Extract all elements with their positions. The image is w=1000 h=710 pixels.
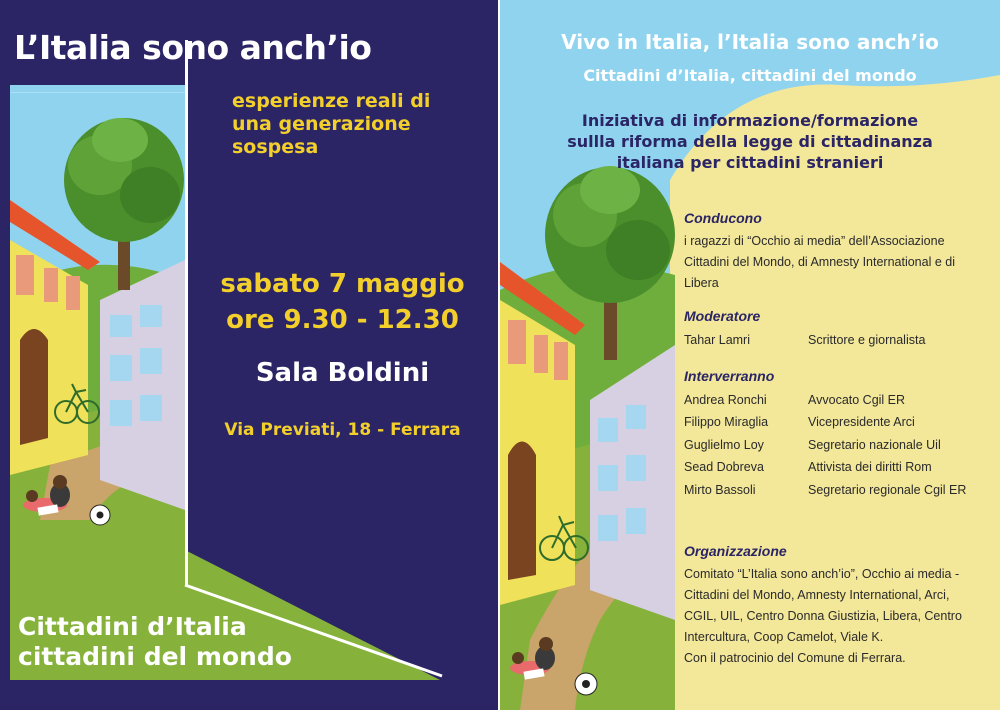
- frame-line-vertical: [185, 40, 188, 585]
- speaker-role: Avvocato Cgil ER: [808, 392, 906, 407]
- section-organizzazione: [684, 543, 996, 669]
- event-date-time: [200, 266, 485, 338]
- section-conducono: [684, 210, 996, 294]
- left-footer-slogan: [18, 612, 292, 672]
- section-text: Con il patrocinio del Comune di Ferrara.: [684, 651, 906, 665]
- speaker-role: Segretario regionale Cgil ER: [808, 482, 967, 497]
- speaker-row: [684, 456, 996, 479]
- event-address: Via Previati, 18 - Ferrara: [224, 420, 461, 440]
- initiative-line: sullla riforma della legge di cittadinanza: [567, 132, 933, 151]
- event-time: ore 9.30 - 12.30: [226, 305, 459, 335]
- house-door: [20, 329, 48, 445]
- subtitle-line: una generazione: [232, 113, 411, 135]
- speaker-name: Mirto Bassoli: [684, 482, 756, 497]
- section-interverranno: [684, 368, 996, 502]
- soccer-ball-icon: [90, 505, 110, 525]
- section-moderatore: [684, 308, 996, 352]
- right-subtitle: Cittadini d’Italia, cittadini del mondo: [583, 66, 917, 85]
- moderator-row: [684, 329, 996, 352]
- speaker-name: Guglielmo Loy: [684, 437, 764, 452]
- subtitle-line: esperienze reali di: [232, 90, 431, 112]
- speaker-name: Andrea Ronchi: [684, 392, 767, 407]
- section-text: Comitato “L’Italia sono anch’io”, Occhio ai media -: [684, 567, 960, 581]
- speaker-role: Attivista dei diritti Rom: [808, 460, 932, 474]
- moderator-role: Scrittore e giornalista: [808, 333, 926, 347]
- slogan-line: cittadini del mondo: [18, 642, 292, 671]
- section-text: Intercultura, Coop Camelot, Viale K.: [684, 630, 884, 644]
- speaker-row: [684, 434, 996, 457]
- section-text: i ragazzi di “Occhio ai media” dell’Associazione: [684, 234, 945, 248]
- slogan-line: Cittadini d’Italia: [18, 612, 247, 641]
- section-heading: Organizzazione: [684, 543, 787, 559]
- right-title: Vivo in Italia, l’Italia sono anch’io: [561, 30, 939, 54]
- section-text: Libera: [684, 276, 719, 290]
- right-panel: [500, 0, 1000, 710]
- speaker-role: Segretario nazionale Uil: [808, 437, 941, 452]
- gray-building: [100, 260, 185, 510]
- left-subtitle: [232, 90, 492, 159]
- speaker-name: Filippo Miraglia: [684, 415, 769, 429]
- moderator-name: Tahar Lamri: [684, 333, 750, 347]
- speaker-name: Sead Dobreva: [684, 460, 764, 474]
- section-text: Cittadini del Mondo, di Amnesty International e di: [684, 255, 955, 269]
- speaker-row: [684, 479, 996, 502]
- initiative-description: [520, 110, 980, 173]
- section-heading: Interverranno: [684, 367, 775, 384]
- section-text: CGIL, UIL, Centro Donna Giustizia, Libera, Centro: [684, 609, 962, 623]
- event-date: sabato 7 maggio: [220, 269, 465, 299]
- speaker-row: [684, 411, 996, 434]
- section-heading: Moderatore: [684, 308, 761, 324]
- left-panel: [0, 0, 498, 710]
- section-text: Cittadini del Mondo, Amnesty International, Arci,: [684, 588, 950, 602]
- initiative-line: italiana per cittadini stranieri: [616, 153, 884, 172]
- subtitle-line: sospesa: [232, 136, 319, 158]
- section-heading: Conducono: [684, 210, 762, 226]
- speaker-row: [684, 389, 996, 412]
- event-venue: Sala Boldini: [255, 358, 430, 388]
- initiative-line: Iniziativa di informazione/formazione: [581, 111, 919, 130]
- event-program: [684, 210, 996, 669]
- soccer-ball-icon: [575, 673, 597, 695]
- house-door: [508, 442, 536, 581]
- left-title: L’Italia sono anch’io: [14, 28, 372, 67]
- speaker-role: Vicepresidente Arci: [808, 415, 915, 429]
